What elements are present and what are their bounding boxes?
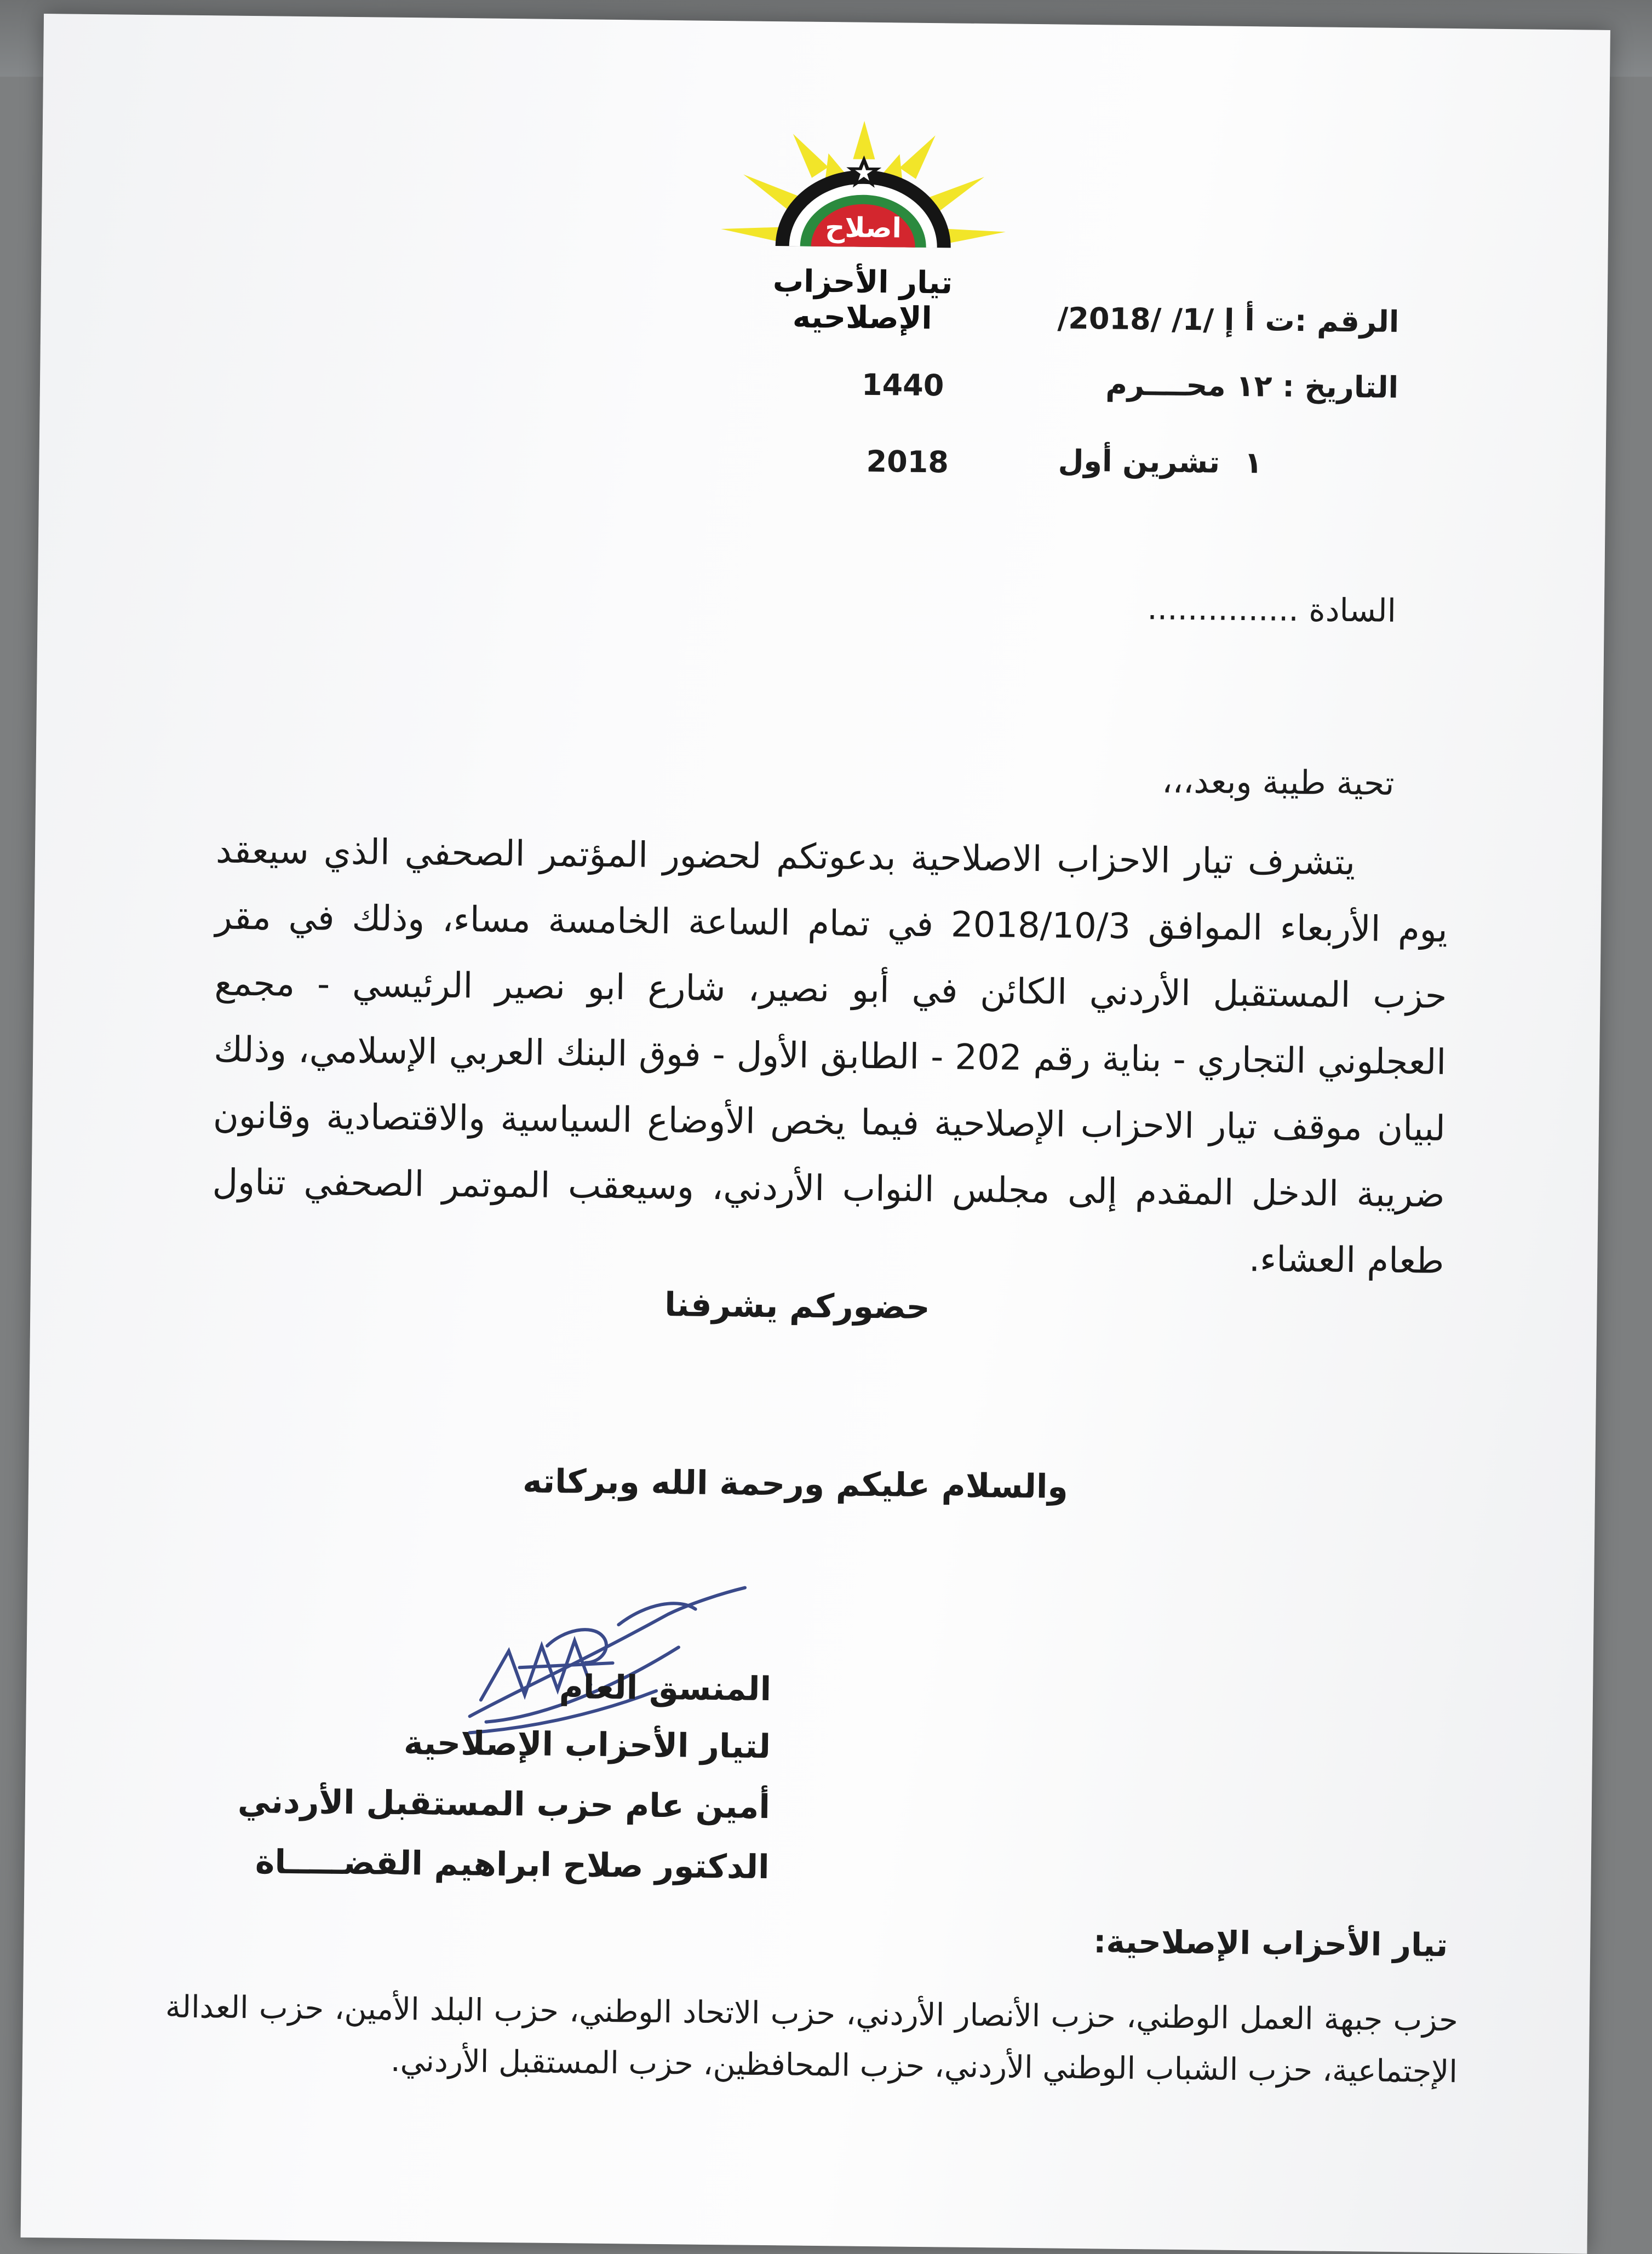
date-gregorian-month: تشرين أول bbox=[1058, 443, 1220, 480]
invitation-body: يتشرف تيار الاحزاب الاصلاحية بدعوتكم لحضور المؤتمر الصحفي الذي سيعقد يوم الأربعاء الموافق 2018/10/3 في تمام الساعة الخامسة مساء، وذلك في مقر حزب المستقبل الأردني الكائن في أبو نصير، شارع ابو نصير الرئيسي - مجمع العجلوني التجاري - بناية رقم 202 - الطابق الأول - فوق البنك العربي الإسلامي، وذلك لبيان موقف تيار الاحزاب الإصلاحية فيما يخص الأوضاع السياسية والاقتصادية وقانون ضريبة الدخل المقدم إلى مجلس النواب الأردني، وسيعقب الموتمر الصحفي تناول طعام العشاء. bbox=[212, 830, 1448, 1282]
salutation: والسلام عليكم ورحمة الله وبركاته bbox=[522, 1462, 1069, 1506]
date-gregorian-year: 2018 bbox=[866, 444, 949, 480]
signatory-name: الدكتور صلاح ابراهيم القضـــــاة bbox=[255, 1843, 770, 1887]
recipient-line: السادة ............... bbox=[1147, 589, 1397, 629]
letter-page bbox=[21, 14, 1610, 2254]
letterhead-logo bbox=[709, 119, 1018, 337]
date-hijri-year: 1440 bbox=[861, 367, 944, 403]
parties-list: حزب جبهة العمل الوطني، حزب الأنصار الأردني، حزب الاتحاد الوطني، حزب البلد الأمين، حزب العدالة الإجتماعية، حزب الشباب الوطني الأردني، حزب المحافظين، حزب المستقبل الأردني. bbox=[165, 1989, 1459, 2090]
invitation-closing: حضوركم يشرفنا bbox=[664, 1286, 931, 1327]
emblem-label: اصلاح bbox=[825, 211, 902, 244]
signatory-title: المنسق العام bbox=[559, 1668, 772, 1709]
greeting: تحية طيبة وبعد،،، bbox=[1161, 762, 1395, 803]
sun-emblem-icon bbox=[709, 119, 1018, 282]
date-gregorian-day: ١ bbox=[1244, 445, 1263, 480]
parties-title: تيار الأحزاب الإصلاحية: bbox=[1093, 1923, 1448, 1964]
signatory-organization: لتيار الأحزاب الإصلاحية bbox=[403, 1724, 771, 1767]
date-hijri-label: التاريخ : ١٢ محــــرم bbox=[1105, 367, 1399, 405]
organization-name: تيار الأحزاب الإصلاحيه bbox=[772, 263, 953, 337]
signatory-position: أمين عام حزب المستقبل الأردني bbox=[237, 1782, 771, 1827]
reference-number: الرقم :ت أ إ /1/ /2018/ bbox=[1057, 301, 1399, 339]
